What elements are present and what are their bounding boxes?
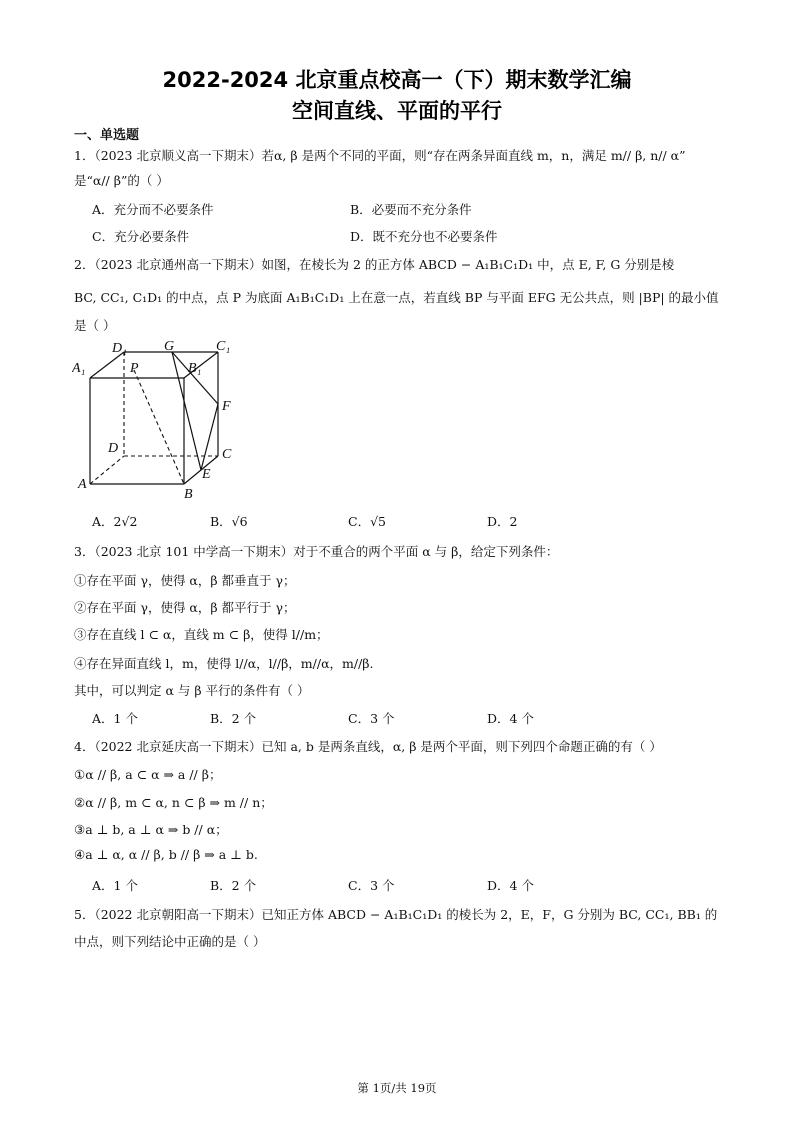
question-2-stem-cont: BC, CC₁, C₁D₁ 的中点，点 P 为底面 A₁B₁C₁D₁ 上在意一点，若直线 BP 与平面 EFG 无公共点，则 |BP| 的最小值 (74, 290, 719, 305)
question-4-option-d: D．4 个 (487, 878, 534, 893)
section-heading: 一、单选题 (74, 128, 140, 143)
question-4-stem: 4．（2022 北京延庆高一下期末）已知 a, b 是两条直线，α, β 是两个平面，则下列四个命题正确的有（ ） (74, 739, 662, 754)
label-a: A (78, 477, 87, 492)
question-4-proposition-4: ④a ⊥ α, α // β, b // β ⇒ a ⊥ b. (74, 847, 258, 862)
question-3-stem: 3．（2023 北京 101 中学高一下期末）对于不重合的两个平面 α 与 β，给定下列条件： (74, 544, 559, 559)
question-1-stem: 1．（2023 北京顺义高一下期末）若α, β 是两个不同的平面，则“存在两条异面直线 m，n，满足 m// β, n// α” (74, 148, 686, 163)
question-2-option-b: B．√6 (210, 514, 248, 529)
question-3-option-b: B．2 个 (210, 711, 257, 726)
question-1-option-b: B．必要而不充分条件 (350, 202, 472, 217)
question-4-option-a: A．1 个 (92, 878, 138, 893)
page-number: 第 1页/共 19页 (357, 1081, 437, 1095)
question-3-option-c: C．3 个 (348, 711, 395, 726)
question-3-option-d: D．4 个 (487, 711, 534, 726)
question-1-stem-cont: 是“α// β”的（ ） (74, 173, 169, 188)
question-2-option-a: A．2√2 (92, 514, 138, 529)
question-3-condition-2: ②存在平面 γ，使得 α，β 都平行于 γ； (74, 600, 296, 615)
question-2-option-c: C．√5 (348, 514, 386, 529)
question-4-option-b: B．2 个 (210, 878, 257, 893)
label-d1: D₁ (112, 341, 127, 356)
question-2-option-d: D．2 (487, 514, 518, 529)
question-5-stem-cont: 中点，则下列结论中正确的是（ ） (74, 934, 266, 949)
label-d: D (108, 441, 119, 456)
label-f: F (222, 399, 231, 414)
label-b: B (184, 487, 193, 502)
label-e: E (202, 467, 211, 482)
question-4-proposition-1: ①α // β, a ⊂ α ⇒ a // β； (74, 767, 222, 782)
segment-bp (134, 370, 184, 484)
label-g: G (164, 339, 175, 354)
label-p: P (130, 361, 139, 376)
label-b1: B₁ (188, 361, 202, 376)
question-1-option-c: C．充分必要条件 (92, 229, 190, 244)
cube-figure (72, 338, 242, 508)
edge-ad-hidden (90, 456, 124, 484)
question-3-question: 其中，可以判定 α 与 β 平行的条件有（ ） (74, 683, 310, 698)
question-3-condition-3: ③存在直线 l ⊂ α，直线 m ⊂ β，使得 l//m； (74, 627, 329, 642)
label-c1: C₁ (216, 339, 231, 354)
question-4-proposition-3: ③a ⊥ b, a ⊥ α ⇒ b // α； (74, 822, 228, 837)
label-a1: A₁ (72, 361, 86, 376)
label-c: C (222, 447, 232, 462)
question-4-option-c: C．3 个 (348, 878, 395, 893)
question-3-condition-4: ④存在异面直线 l，m，使得 l//α，l//β，m//α，m//β. (74, 656, 374, 671)
question-1-option-a: A．充分而不必要条件 (92, 202, 214, 217)
question-3-condition-1: ①存在平面 γ，使得 α，β 都垂直于 γ； (74, 573, 296, 588)
segment-fe (201, 404, 218, 470)
document-subtitle: 空间直线、平面的平行 (292, 99, 502, 123)
question-1-option-d: D．既不充分也不必要条件 (350, 229, 498, 244)
question-5-stem: 5．（2022 北京朝阳高一下期末）已知正方体 ABCD − A₁B₁C₁D₁ 的棱长为 2，E，F，G 分别为 BC, CC₁, BB₁ 的 (74, 907, 718, 922)
document-title: 2022-2024 北京重点校高一（下）期末数学汇编 (162, 68, 632, 92)
question-2-stem-end: 是（ ） (74, 318, 116, 333)
question-2-stem: 2．（2023 北京通州高一下期末）如图，在棱长为 2 的正方体 ABCD − A₁B₁C₁D₁ 中，点 E, F, G 分别是棱 (74, 257, 675, 272)
question-4-proposition-2: ②α // β, m ⊂ α, n ⊂ β ⇒ m // n； (74, 795, 273, 810)
question-3-option-a: A．1 个 (92, 711, 138, 726)
